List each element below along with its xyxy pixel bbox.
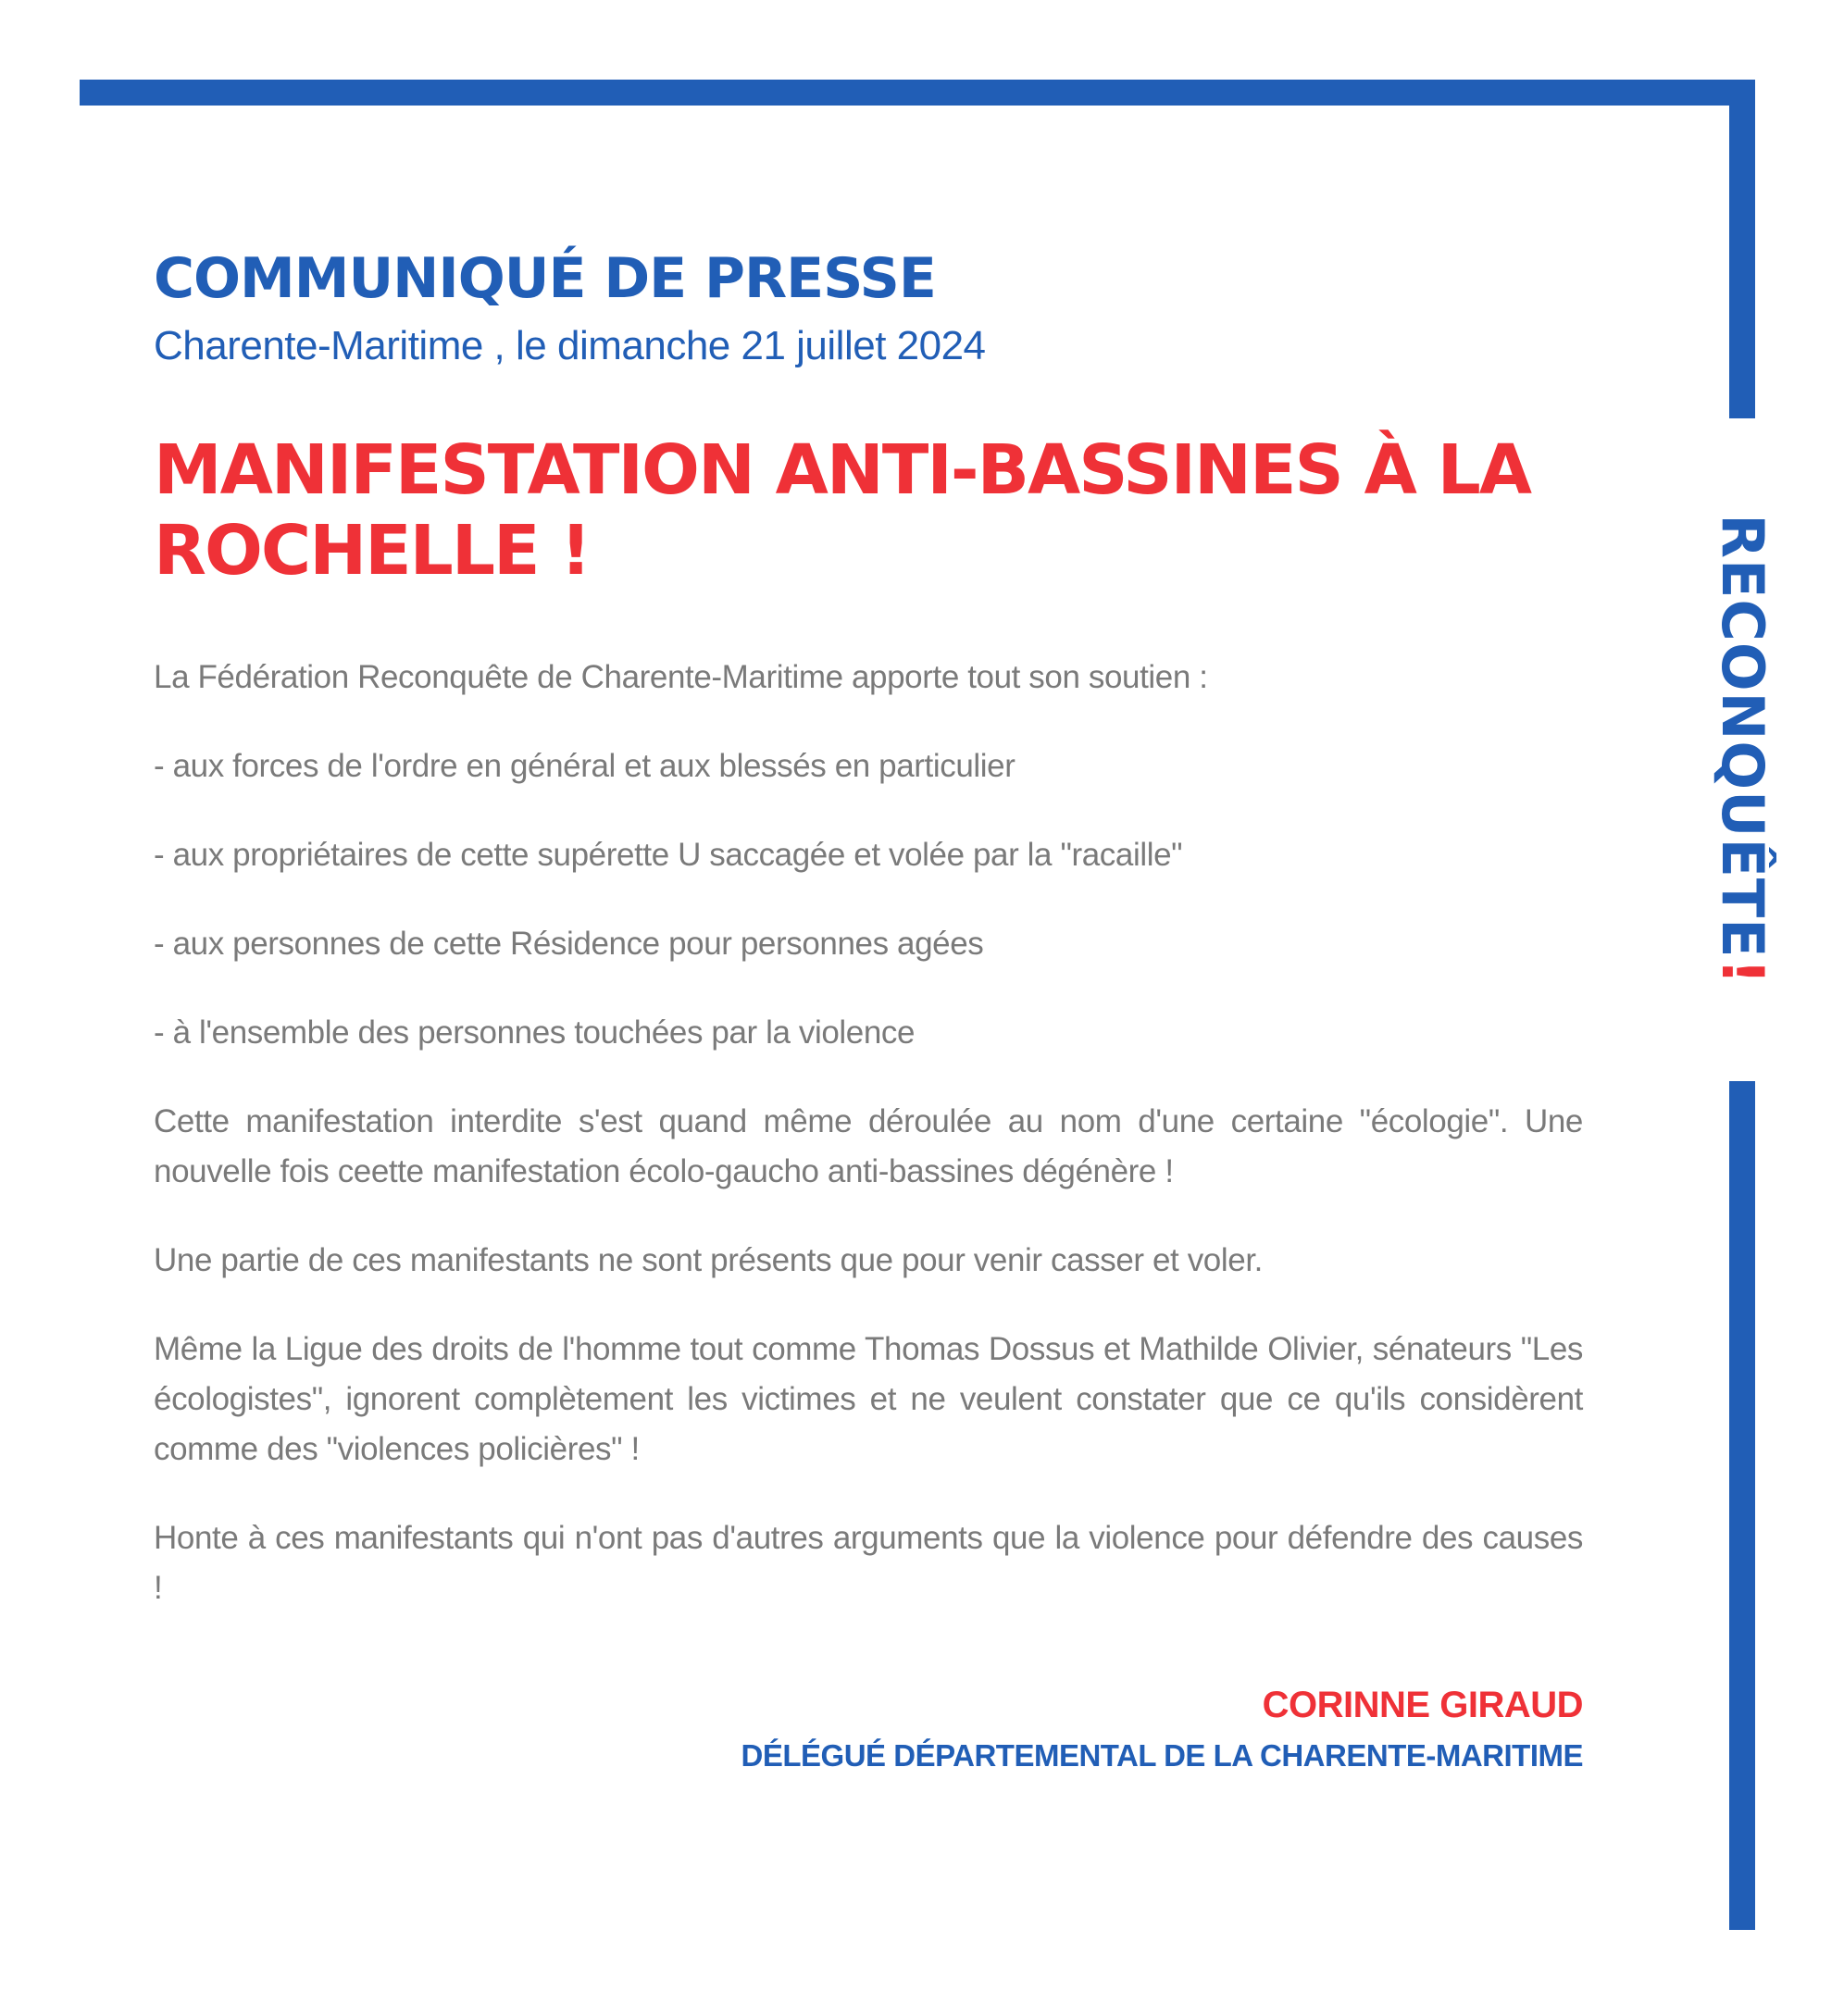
reconquete-logo	[1709, 514, 1776, 986]
signature-block	[741, 1683, 1583, 1776]
signatory-role: DÉLÉGUÉ DÉPARTEMENTAL DE LA CHARENTE-MARITIME	[741, 1738, 1583, 1773]
support-item: - aux propriétaires de cette supérette U saccagée et volée par la "racaille"	[154, 837, 1183, 874]
body-paragraph: Honte à ces manifestants qui n'ont pas d'autres arguments que la violence pour défendre des causes !	[154, 1520, 1583, 1607]
body-paragraph: Cette manifestation interdite s'est quand même déroulée au nom d'une certaine "écologie". Une nouvelle fois ceette manifestation écolo-gaucho anti-bassines dégénère !	[154, 1103, 1583, 1190]
support-item: - aux forces de l'ordre en général et aux blessés en particulier	[154, 748, 1015, 785]
dateline: Charente-Maritime , le dimanche 21 juillet 2024	[154, 323, 986, 368]
frame-right-bar-upper	[1729, 80, 1755, 418]
frame-right-bar-lower	[1729, 1081, 1755, 1930]
support-item: - aux personnes de cette Résidence pour personnes agées	[154, 926, 984, 963]
intro-paragraph: La Fédération Reconquête de Charente-Maritime apporte tout son soutien :	[154, 659, 1208, 696]
press-release-kicker: COMMUNIQUÉ DE PRESSE	[154, 246, 936, 311]
press-release-content	[154, 248, 1583, 1652]
page-title: MANIFESTATION ANTI-BASSINES À LA ROCHELLE !	[154, 429, 1531, 591]
press-release-body	[154, 653, 1583, 1613]
logo-exclamation: !	[1709, 958, 1776, 986]
body-paragraph: Même la Ligue des droits de l'homme tout comme Thomas Dossus et Mathilde Olivier, sénateurs "Les écologistes", ignorent complètement les victimes et ne veulent constater que ce qu'ils considèrent comme des "violences policières" !	[154, 1331, 1583, 1468]
body-paragraph: Une partie de ces manifestants ne sont présents que pour venir casser et voler.	[154, 1242, 1263, 1279]
logo-wordmark: RECONQUÊTE	[1709, 514, 1776, 959]
frame-top-bar	[80, 80, 1755, 106]
support-item: - à l'ensemble des personnes touchées par la violence	[154, 1014, 916, 1052]
signatory-name: CORINNE GIRAUD	[1262, 1685, 1583, 1725]
